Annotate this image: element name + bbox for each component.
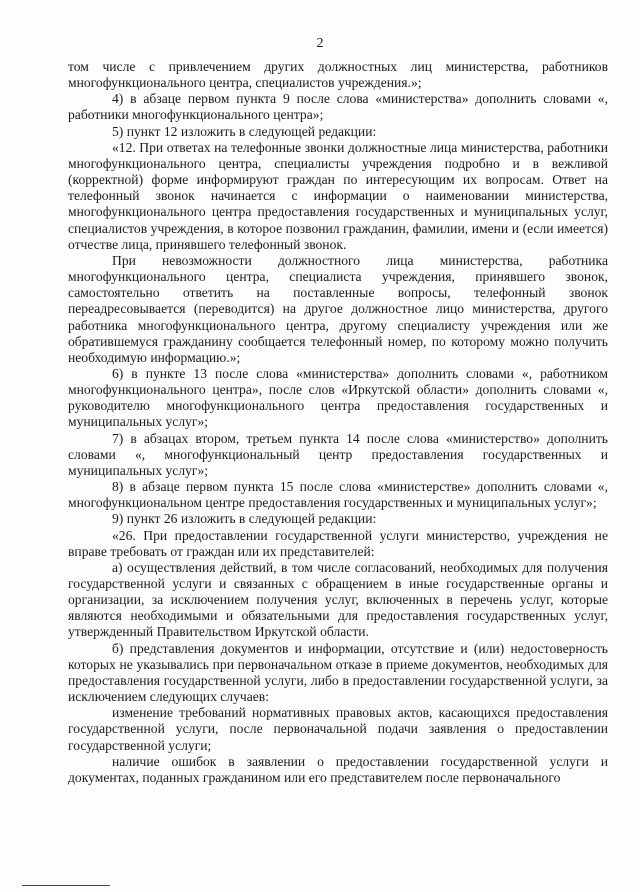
paragraph: б) представления документов и информации, отсутствие и (или) недостоверность которых не указывались при первоначальном отказе в приеме документов, необходимых для предоставления государственной услуги, либо в предоставлении государственной услуги, за исключением следующих случаев: [68,640,608,705]
paragraph: 9) пункт 26 изложить в следующей редакции: [112,511,377,527]
paragraph: 8) в абзаце первом пункта 15 после слова «министерстве» дополнить словами «, многофункциональном центре предоставления государственных и муниципальных услуг»; [68,479,608,511]
paragraph: 7) в абзацах втором, третьем пункта 14 после слова «министерство» дополнить словами «, многофункциональный центр предоставления государственных и муниципальных услуг»; [68,430,608,478]
paragraph: «26. При предоставлении государственной услуги министерство, учреждения не вправе требовать от граждан или их представителей: [68,527,608,559]
paragraph: 6) в пункте 13 после слова «министерства» дополнить словами «, работником многофункционального центра», после слов «Иркутской области» дополнить словами «, руководителю многофункционального центра предоставления государственных и муниципальных услуг»; [68,365,608,430]
paragraph: изменение требований нормативных правовых актов, касающихся предоставления государственной услуги, после первоначальной подачи заявления о предоставлении государственной услуги; [68,705,608,753]
paragraph: При невозможности должностного лица министерства, работника многофункционального центра, специалиста учреждения, принявшего звонок, самостоятельно ответить на поставленные вопросы, телефонный звонок переадресовывается (переводится) на другое должностное лицо министерства, другого работника многофункционального центра, другому специалисту учреждения или же обратившемуся гражданину сообщается телефонный номер, по которому можно получить необходимую информацию.»; [68,252,608,365]
paragraph: а) осуществления действий, в том числе согласований, необходимых для получения государственной услуги и связанных с обращением в иные государственные органы и организации, за исключением получения услуг, включенных в перечень услуг, которые являются необходимыми и обязательными для предоставления государственных услуг, утвержденный Правительством Иркутской области. [68,559,608,640]
paragraph: том числе с привлечением других должностных лиц министерства, работников многофункционального центра, специалистов учреждения.»; [68,59,608,91]
page-number: 2 [316,36,324,51]
footer-rule [22,885,110,886]
paragraph: 5) пункт 12 изложить в следующей редакции: [112,123,377,139]
paragraph: 4) в абзаце первом пункта 9 после слова «министерства» дополнить словами «, работники многофункционального центра»; [68,91,608,123]
paragraph: наличие ошибок в заявлении о предоставлении государственной услуги и документах, поданных гражданином или его представителем после первоначального [68,753,608,785]
document-body [68,59,608,786]
paragraph: «12. При ответах на телефонные звонки должностные лица министерства, работники многофункционального центра, специалисты учреждения подробно и в вежливой (корректной) форме информируют граждан по интересующим их вопросам. Ответ на телефонный звонок начинается с информации о наименовании министерства, многофункционального центра предоставления государственных и муниципальных услуг, специалистов учреждения, в которое позвонил гражданин, фамилии, имени и (если имеется) отчестве лица, принявшего телефонный звонок. [68,139,608,252]
